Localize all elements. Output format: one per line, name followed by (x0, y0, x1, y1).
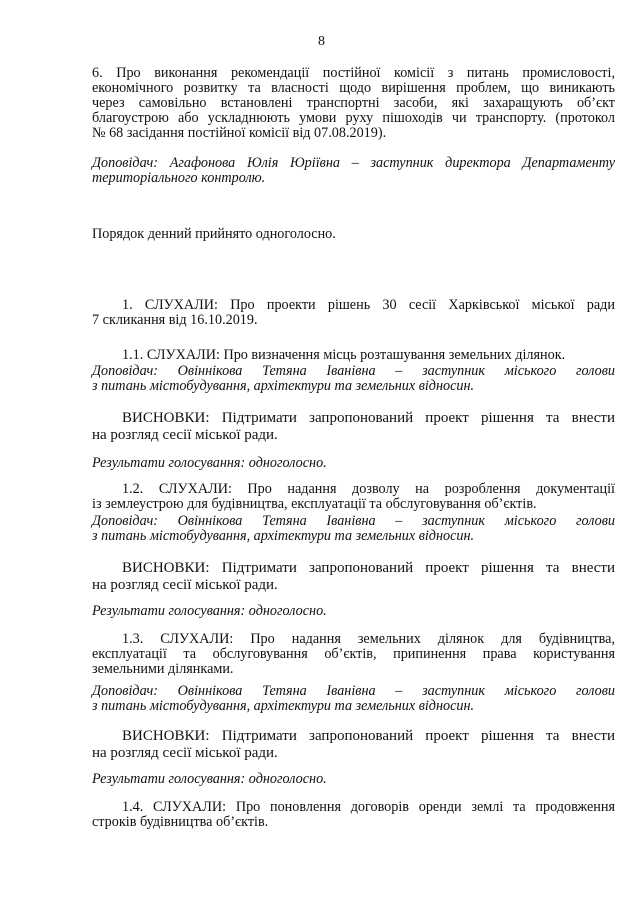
text-line: 1.4. СЛУХАЛИ: Про поновлення договорів оренди землі та продовження (122, 799, 615, 815)
section-1-4-heard (92, 800, 615, 830)
section-1-3-vote: Результати голосування: одноголосно. (92, 771, 327, 787)
text-line: експлуатації та обслуговування об’єктів, припинення права користування (92, 646, 615, 662)
text-line: через самовільно встановлені транспортні засоби, які захаращують об’єкт (92, 95, 615, 111)
text-line: економічного розвитку та власності щодо вирішення проблем, що виникають (92, 80, 615, 96)
text-line: 1.1. СЛУХАЛИ: Про визначення місць розташування земельних ділянок. (122, 347, 566, 363)
text-line: ВИСНОВКИ: Підтримати запропонований проект рішення та внести (122, 728, 615, 744)
text-line: з питань містобудування, архітектури та земельних відносин. (92, 528, 475, 544)
text-line: Доповідач: Овіннікова Тетяна Іванівна – заступник міського голови (92, 513, 615, 529)
text-line: земельними ділянками. (92, 661, 234, 677)
section-1-2-vote: Результати голосування: одноголосно. (92, 603, 327, 619)
agenda-item-6 (92, 66, 615, 141)
text-line: територіального контролю. (92, 170, 266, 186)
section-1-1-vote: Результати голосування: одноголосно. (92, 455, 327, 471)
text-line: ВИСНОВКИ: Підтримати запропонований проект рішення та внести (122, 560, 615, 576)
agenda-adopted: Порядок денний прийнято одноголосно. (92, 226, 336, 242)
text-line: благоустрою або ускладнюють умови руху пішоходів чи транспорту. (протокол (92, 110, 615, 126)
section-1-2-heard (92, 482, 615, 512)
text-line: ВИСНОВКИ: Підтримати запропонований проект рішення та внести (122, 410, 615, 426)
text-line: 1.2. СЛУХАЛИ: Про надання дозволу на розроблення документації (122, 481, 615, 497)
section-1-3-conclusion (92, 728, 615, 762)
text-line: 7 скликання від 16.10.2019. (92, 312, 258, 328)
text-line: із землеустрою для будівництва, експлуатації та обслуговування об’єктів. (92, 496, 537, 512)
text-line: № 68 засідання постійної комісії від 07.08.2019). (92, 125, 387, 141)
text-line: Доповідач: Овіннікова Тетяна Іванівна – заступник міського голови (92, 683, 615, 699)
text-line: Доповідач: Агафонова Юлія Юріївна – заступник директора Департаменту (92, 155, 615, 171)
text-line: на розгляд сесії міської ради. (92, 577, 278, 593)
text-line: з питань містобудування, архітектури та земельних відносин. (92, 378, 475, 394)
section-1-3-heard (92, 632, 615, 677)
text-line: з питань містобудування, архітектури та земельних відносин. (92, 698, 475, 714)
page-number: 8 (318, 34, 325, 49)
section-1-1-conclusion (92, 410, 615, 444)
text-line: 1.3. СЛУХАЛИ: Про надання земельних ділянок для будівництва, (122, 631, 615, 647)
section-1-1-heard (92, 348, 615, 363)
section-1-2-speaker (92, 514, 615, 544)
text-line: строків будівництва об’єктів. (92, 814, 269, 830)
section-1-2-conclusion (92, 560, 615, 594)
text-line: 1. СЛУХАЛИ: Про проекти рішень 30 сесії Харківської міської ради (122, 297, 615, 313)
section-1-heard (92, 298, 615, 328)
text-line: на розгляд сесії міської ради. (92, 427, 278, 443)
section-1-3-speaker (92, 684, 615, 714)
agenda-item-6-speaker (92, 156, 615, 186)
text-line: на розгляд сесії міської ради. (92, 745, 278, 761)
text-line: Доповідач: Овіннікова Тетяна Іванівна – заступник міського голови (92, 363, 615, 379)
section-1-1-speaker (92, 364, 615, 394)
text-line: 6. Про виконання рекомендації постійної комісії з питань промисловості, (92, 65, 615, 81)
